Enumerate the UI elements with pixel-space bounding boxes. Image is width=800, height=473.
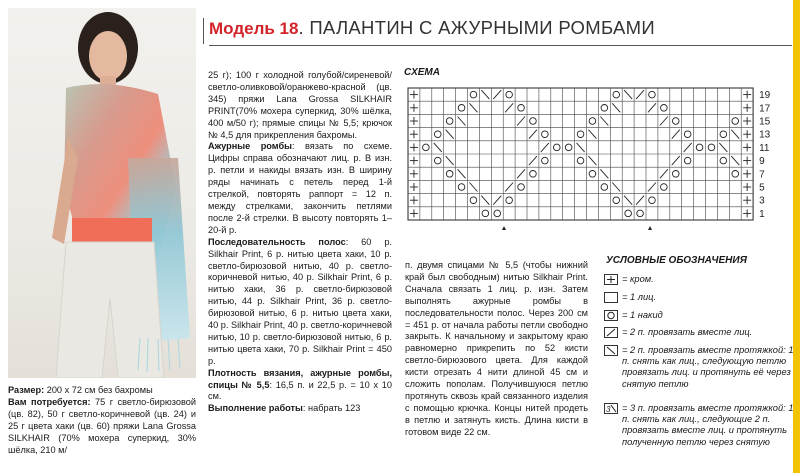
size-label: Размер: bbox=[8, 385, 45, 395]
legend-text-k2tog: = 2 п. провязать вместе лиц. bbox=[622, 327, 753, 337]
size-text: 200 х 72 см без бахромы bbox=[44, 385, 153, 395]
knitting-chart bbox=[404, 80, 786, 230]
schema-title: СХЕМА bbox=[404, 67, 440, 78]
legend-text-edge: = кром. bbox=[622, 274, 654, 284]
model-photo bbox=[8, 8, 196, 378]
rhombs-text: : вязать по схеме. Цифры справа обозначают лиц. р. В изн. р. петли и накиды вязать изн. В ширину ряды начинать с петель перед 1-й стрелкой, повторять раппорт = 12 п. между стрелками, закончить петлями после 2-й стрелки. В высоту повторять 1–20-й р. bbox=[208, 141, 392, 235]
size-and-materials-col1 bbox=[8, 385, 196, 456]
materials-continued: 25 г); 100 г холодной голубой/сиреневой/светло-оливковой/оранжево-красной (цв. 345) пряжи Lana Grossa SILKHAIR PRINT(70% мохера суперкид, 30% шёлка, 400 м/50 г); прямые спицы № 5,5; крючок № 4,5 для прикрепления бахромы. bbox=[208, 70, 392, 140]
row-number: 11 bbox=[759, 142, 770, 154]
work-continued: п. двумя спицами № 5,5 (чтобы нижний край был свободным) нитью Silkhair Print. Сначала связать 1 лиц. р. изн. Затем выполнять ажурные ромбы в последовательности полос. Через 200 см = 451 р. от начала работы петли свободно закрыть. К начальному и закрытому краю равномерно прикрепить по 52 кисти светло-бирюзового цвета. Для каждой кисти отрезать 4 нити длиной 45 см и сложить пополам. Получившуюся петлю протянуть сквозь край связанного изделия с помощью крючка. Концы нитей продеть в петлю и затянуть кисть. Длина кисти в готовом виде 22 см. bbox=[405, 260, 588, 437]
row-number: 9 bbox=[759, 156, 765, 168]
work-text: : набрать 123 bbox=[302, 403, 361, 414]
legend-text-sk2p: = 3 п. провязать вместе протяжкой: 1 п. снять как лиц., следующие 2 п. провязать вместе лиц. и протянуть полученную петлю через снятую bbox=[622, 403, 794, 447]
page-title bbox=[209, 17, 789, 39]
svg-text:3: 3 bbox=[606, 405, 611, 413]
legend-title: УСЛОВНЫЕ ОБОЗНАЧЕНИЯ bbox=[606, 255, 747, 266]
density-label: Плотность вязания, ажурные ромбы, спицы № 5,5 bbox=[208, 367, 392, 390]
legend-text-yarnover: = 1 накид bbox=[622, 310, 663, 320]
header-rule bbox=[209, 45, 792, 46]
k2tog-icon bbox=[604, 327, 618, 338]
legend-text-skp: = 2 п. провязать вместе протяжкой: 1 п. снять как лиц., следующую петлю провязать лиц. и протянуть её через снятую петлю bbox=[622, 345, 794, 389]
row-number: 13 bbox=[759, 129, 771, 141]
work-label: Выполнение работы bbox=[208, 403, 303, 414]
materials-text: 75 г светло-бирюзовой (цв. 82), 50 г светло-коричневой (цв. 24) и 25 г цвета хаки (цв. 60) пряжи Lana Grossa SILKHAIR (70% мохера суперкид, 30% шёлка, 210 м/ bbox=[8, 396, 196, 455]
instructions-col2 bbox=[208, 70, 392, 415]
sk2p-icon bbox=[604, 403, 618, 414]
instructions-col3 bbox=[405, 260, 588, 439]
edge-stitch-icon bbox=[604, 274, 618, 285]
shawl-illustration bbox=[8, 8, 196, 378]
materials-label: Вам потребуется: bbox=[8, 396, 91, 407]
header-divider bbox=[203, 18, 204, 44]
row-number: 7 bbox=[759, 169, 765, 181]
model-number: Модель 18 bbox=[209, 19, 299, 38]
skp-icon bbox=[604, 345, 618, 356]
row-number: 17 bbox=[759, 103, 771, 115]
model-title: . ПАЛАНТИН С АЖУРНЫМИ РОМБАМИ bbox=[298, 17, 655, 38]
yarn-over-icon bbox=[604, 310, 618, 321]
repeat-arrow-head bbox=[647, 226, 653, 230]
row-number: 3 bbox=[759, 195, 765, 207]
sequence-label: Последовательность полос bbox=[208, 236, 346, 247]
row-number: 1 bbox=[759, 208, 765, 220]
legend-text-knit: = 1 лиц. bbox=[622, 292, 657, 302]
page-edge-strip bbox=[793, 0, 800, 473]
sequence-text: : 60 р. Silkhair Print, 6 р. нитью цвета хаки, 10 р. светло-бирюзовой нитью, 40 р. светло-коричневой нитью, 40 р. Silkhair Print, 6 р. нитью хаки, 36 р. светло-бирюзовой нитью, 44 р. Silkhair Print, 36 р. светло-бирюзовой нитью, 6 р. нитью цвета хаки, 40 р. Silkhair Print, 40 р. светло-коричневой нитью, 10 р. светло-бирюзовой нитью, 6 р. нитью цвета хаки, 70 р. Silkhair Print = 450 р. bbox=[208, 236, 392, 366]
row-number: 5 bbox=[759, 182, 765, 194]
row-number: 15 bbox=[759, 116, 771, 128]
rhombs-label: Ажурные ромбы bbox=[208, 141, 292, 152]
density-text: : 16,5 п. и 22,5 р. = 10 х 10 см. bbox=[208, 379, 392, 402]
repeat-arrow-head bbox=[501, 226, 507, 230]
row-number: 19 bbox=[759, 90, 771, 102]
knit-stitch-icon bbox=[604, 292, 618, 303]
